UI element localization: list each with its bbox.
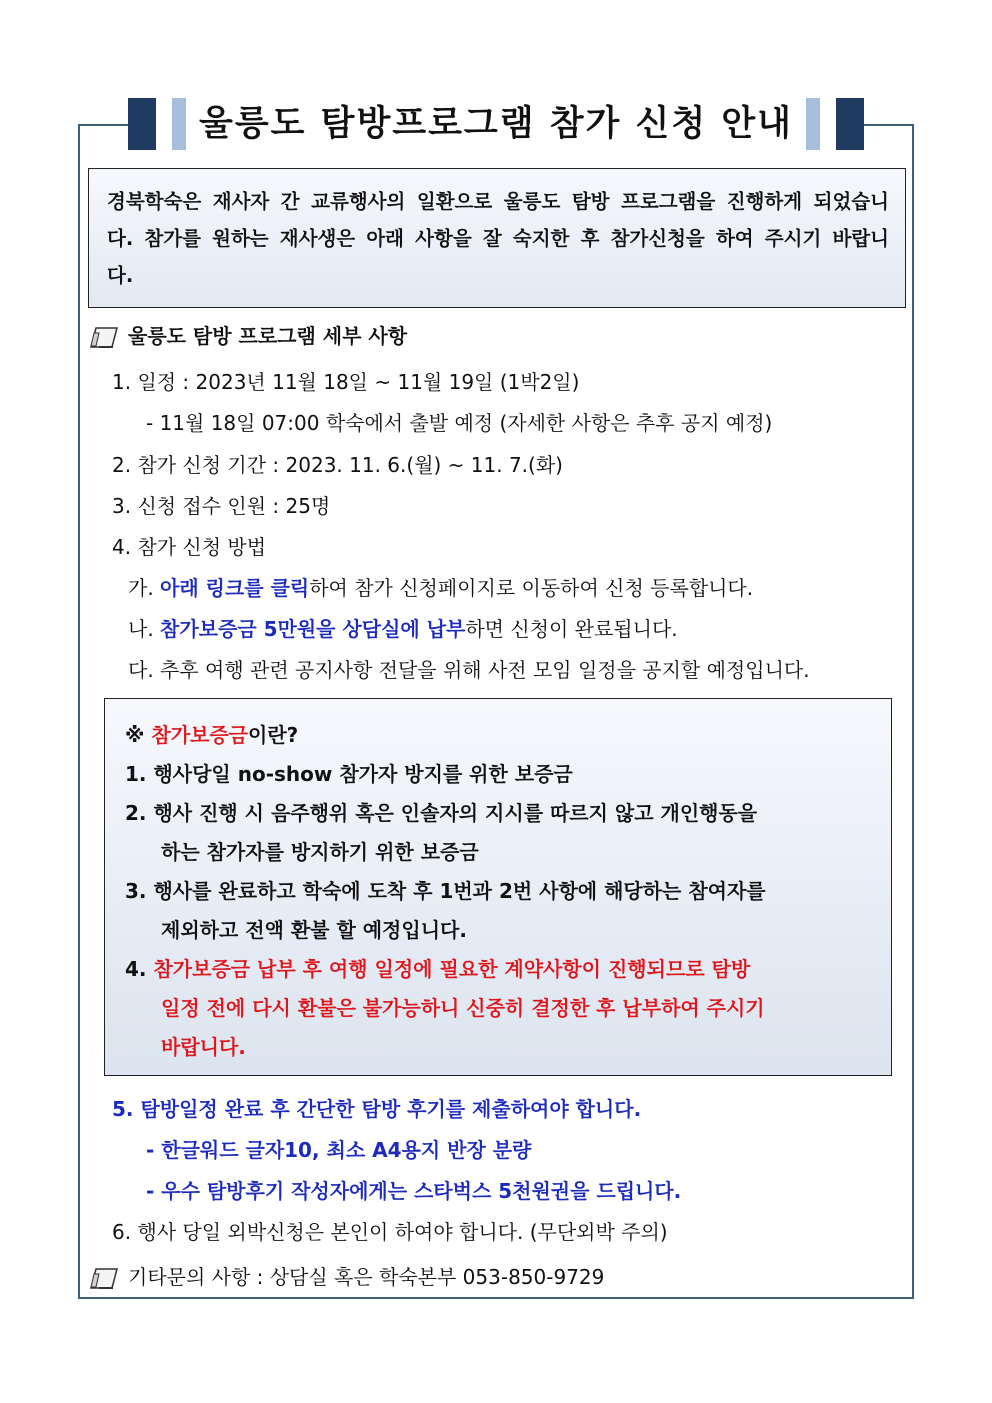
method-b-prefix: 나. [128, 617, 161, 641]
title-banner [128, 98, 864, 150]
method-b-highlight: 참가보증금 5만원을 상담실에 납부 [160, 617, 466, 641]
deposit-point-3-line2: 제외하고 전액 환불 할 예정입니다. [161, 918, 467, 942]
deposit-point-1: 1. 행사당일 no-show 참가자 방지를 위한 보증금 [125, 762, 573, 786]
method-line: 4. 참가 신청 방법 [112, 535, 267, 559]
deposit-term-suffix: 이란? [248, 723, 299, 747]
schedule-line: 1. 일정 : 2023년 11월 18일 ~ 11월 19일 (1박2일) [112, 370, 580, 394]
section-heading-row [90, 320, 407, 349]
schedule-detail-line: - 11월 18일 07:00 학숙에서 출발 예정 (자세한 사항은 추후 공지 예정) [146, 411, 773, 435]
memo-icon [90, 1268, 118, 1290]
review-main-line: 5. 탐방일정 완료 후 간단한 탐방 후기를 제출하여야 합니다. [112, 1097, 642, 1121]
title-bar-right-dark [836, 98, 864, 150]
method-a-rest: 하여 참가 신청페이지로 이동하여 신청 등록합니다. [309, 576, 754, 600]
capacity-line: 3. 신청 접수 인원 : 25명 [112, 494, 331, 518]
memo-icon [90, 327, 118, 349]
deposit-point-2-line1: 2. 행사 진행 시 음주행위 혹은 인솔자의 지시를 따르지 않고 개인행동을 [125, 801, 758, 825]
deposit-term: 참가보증금 [151, 723, 249, 747]
title-bar-left-dark [128, 98, 156, 150]
period-line: 2. 참가 신청 기간 : 2023. 11. 6.(월) ~ 11. 7.(화) [112, 453, 563, 477]
method-a-prefix: 가. [128, 576, 161, 600]
method-b-rest: 하면 신청이 완료됩니다. [465, 617, 678, 641]
deposit-point-4-number: 4. [125, 957, 154, 981]
overnight-line: 6. 행사 당일 외박신청은 본인이 하여야 합니다. (무단외박 주의) [112, 1220, 668, 1244]
deposit-point-3-line1: 3. 행사를 완료하고 학숙에 도착 후 1번과 2번 사항에 해당하는 참여자를 [125, 879, 766, 903]
deposit-point-4-text: 참가보증금 납부 후 여행 일정에 필요한 계약사항이 진행되므로 탐방 [153, 957, 751, 981]
intro-box [88, 168, 906, 308]
contact-text: 기타문의 사항 : 상담실 혹은 학숙본부 053-850-9729 [128, 1265, 605, 1289]
intro-text: 경북학숙은 재사자 간 교류행사의 일환으로 울릉도 탐방 프로그램을 진행하게 되었습니다. 참가를 원하는 재사생은 아래 사항을 잘 숙지한 후 참가신청을 하여 주시기 바랍니다. [107, 190, 889, 287]
method-a-link-highlight[interactable]: 아래 링크를 클릭 [160, 576, 310, 600]
page-title: 울릉도 탐방프로그램 참가 신청 안내 [199, 104, 793, 144]
deposit-point-4-line3: 바랍니다. [161, 1035, 246, 1059]
deposit-note-box [104, 698, 892, 1076]
deposit-note-title [125, 719, 298, 748]
title-bar-right-light [806, 98, 820, 150]
deposit-point-4-line1 [125, 953, 750, 982]
method-c-line: 다. 추후 여행 관련 공지사항 전달을 위해 사전 모임 일정을 공지할 예정입니다. [128, 658, 810, 682]
contact-row [90, 1261, 604, 1290]
deposit-point-2-line2: 하는 참가자를 방지하기 위한 보증금 [161, 840, 479, 864]
review-detail-1: - 한글워드 글자10, 최소 A4용지 반장 분량 [146, 1138, 532, 1162]
method-a-line [128, 572, 753, 601]
reference-mark: ※ [125, 723, 152, 747]
method-b-line [128, 613, 678, 642]
review-detail-2: - 우수 탐방후기 작성자에게는 스타벅스 5천원권을 드립니다. [146, 1179, 682, 1203]
section-heading: 울릉도 탐방 프로그램 세부 사항 [128, 324, 408, 348]
deposit-point-4-line2: 일정 전에 다시 환불은 불가능하니 신중히 결정한 후 납부하여 주시기 [161, 996, 765, 1020]
